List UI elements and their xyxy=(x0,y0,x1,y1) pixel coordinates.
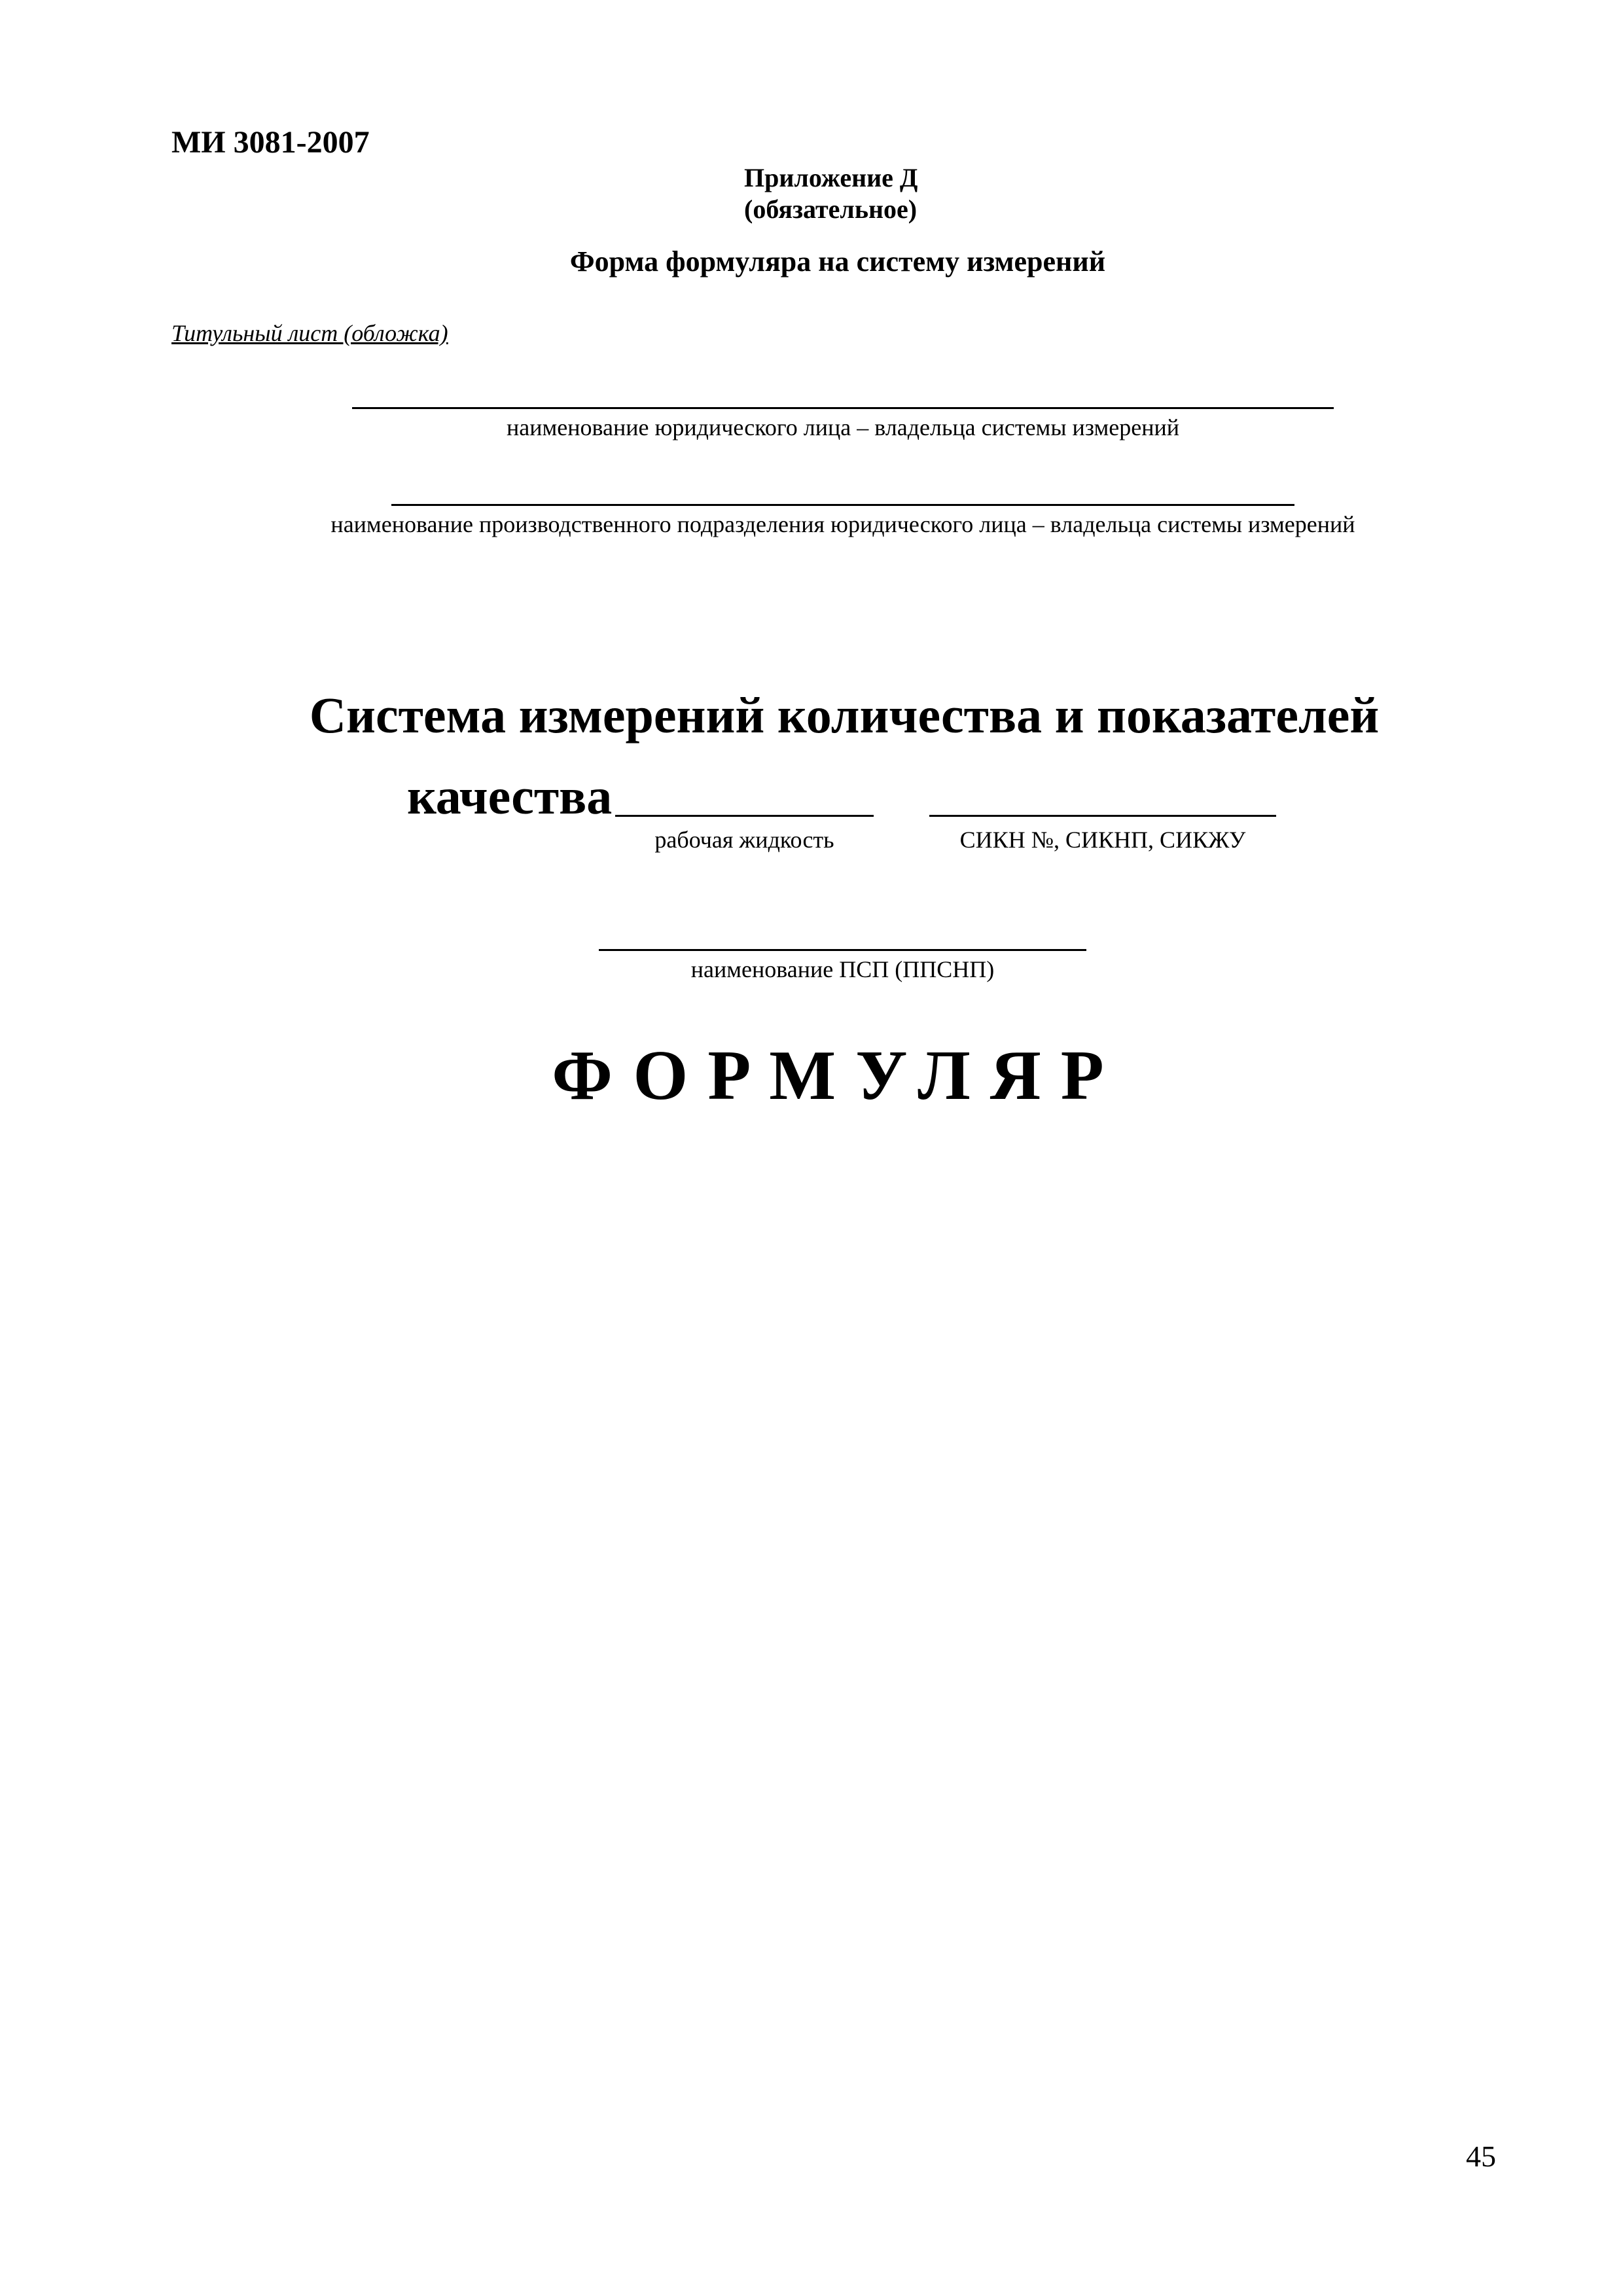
working-fluid-caption: рабочая жидкость xyxy=(654,827,834,853)
owner-name-blank-line xyxy=(352,407,1334,409)
formular-heading: ФОРМУЛЯР xyxy=(552,1037,1124,1115)
working-fluid-blank-line xyxy=(615,815,874,817)
form-title: Форма формуляра на систему измерений xyxy=(569,245,1106,278)
system-number-caption: СИКН №, СИКНП, СИКЖУ xyxy=(959,827,1246,853)
main-title-continuation: качества xyxy=(407,768,613,825)
document-code: МИ 3081-2007 xyxy=(171,125,370,160)
appendix-status: (обязательное) xyxy=(744,194,918,224)
cover-label: Титульный лист (обложка) xyxy=(171,320,448,346)
page-number: 45 xyxy=(1466,2140,1496,2173)
system-number-blank-line xyxy=(929,815,1276,817)
appendix-title: Приложение Д xyxy=(744,163,918,192)
owner-name-caption: наименование юридического лица – владельца системы измерений xyxy=(506,414,1180,440)
psp-name-caption: наименование ПСП (ППСНП) xyxy=(690,956,995,982)
main-title: Система измерений количества и показателей xyxy=(309,687,1380,744)
division-name-blank-line xyxy=(391,504,1294,506)
psp-name-blank-line xyxy=(599,949,1086,951)
division-name-caption: наименование производственного подразделения юридического лица – владельца системы измерений xyxy=(330,511,1355,537)
